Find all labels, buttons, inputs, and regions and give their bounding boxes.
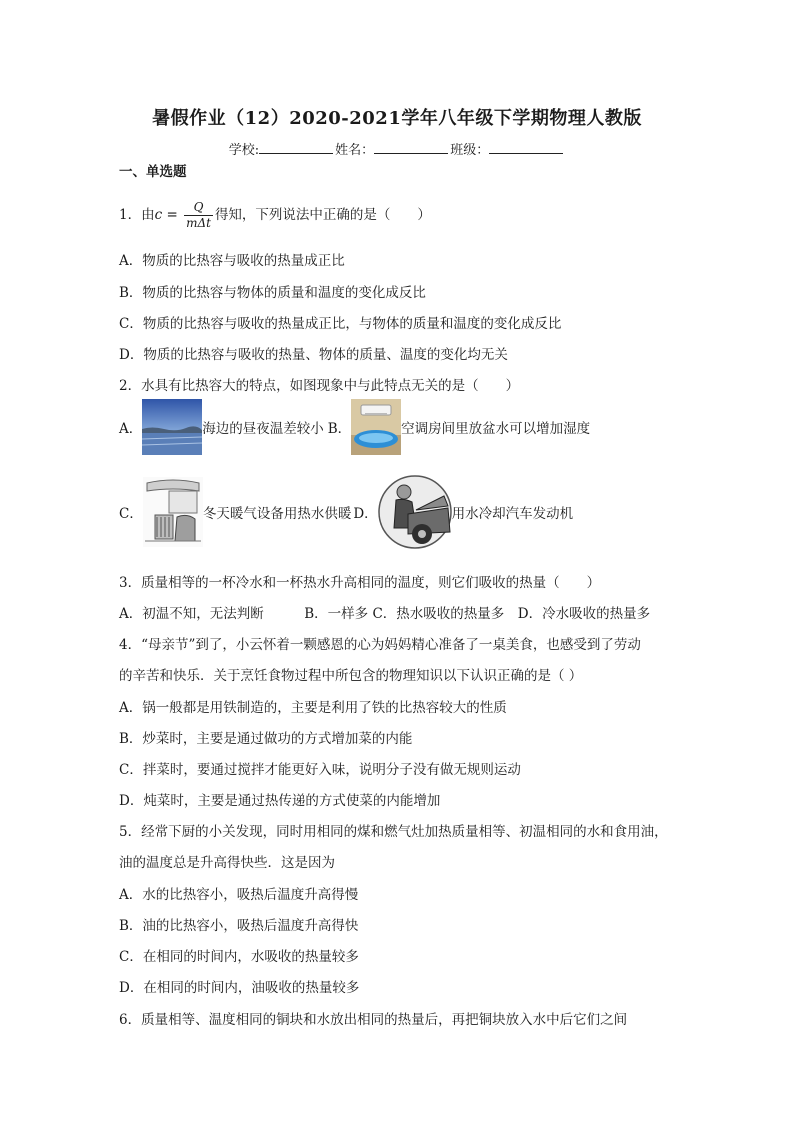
q2-b-text: 空调房间里放盆水可以增加湿度 bbox=[401, 421, 591, 437]
q4-option-d: D．炖菜时，主要是通过热传递的方式使菜的内能增加 bbox=[119, 793, 441, 809]
air-conditioner-water-basin-image bbox=[351, 399, 401, 455]
q1-suffix: 得知，下列说法中正确的是（ ） bbox=[214, 207, 431, 223]
formula-fraction bbox=[184, 200, 213, 231]
q2-a-letter: A． bbox=[119, 421, 143, 437]
q1-option-d: D．物质的比热容与吸收的热量、物体的质量、温度的变化均无关 bbox=[119, 347, 508, 363]
q2-d-letter: D． bbox=[353, 506, 378, 522]
q5-option-d: D．在相同的时间内，油吸收的热量较多 bbox=[119, 980, 360, 996]
name-blank[interactable] bbox=[374, 141, 448, 154]
q3-stem: 3．质量相等的一杯冷水和一杯热水升高相同的温度，则它们吸收的热量（ ） bbox=[119, 575, 601, 591]
school-label: 学校: bbox=[228, 143, 260, 158]
q5-stem-line2: 油的温度总是升高得快些．这是因为 bbox=[119, 855, 335, 871]
radiator-room-image bbox=[143, 477, 203, 547]
formula-lhs: c bbox=[154, 207, 163, 223]
name-label: 姓名： bbox=[335, 143, 375, 158]
q5-option-a: A．水的比热容小，吸热后温度升高得慢 bbox=[119, 887, 359, 903]
seaside-image bbox=[142, 399, 202, 455]
student-info-line bbox=[0, 139, 794, 158]
q4-option-a: A．锅一般都是用铁制造的，主要是利用了铁的比热容较大的性质 bbox=[119, 700, 507, 716]
formula-numerator: Q bbox=[184, 200, 213, 216]
q2-c-text: 冬天暖气设备用热水供暖 bbox=[202, 506, 352, 522]
q6-stem: 6．质量相等、温度相同的铜块和水放出相同的热量后，再把铜块放入水中后它们之间 bbox=[119, 1012, 628, 1028]
q2-options-ab bbox=[119, 399, 590, 455]
q4-stem-line1: 4．“母亲节”到了，小云怀着一颗感恩的心为妈妈精心准备了一桌美食，也感受到了劳动 bbox=[119, 637, 641, 653]
q2-d-text: 用水冷却汽车发动机 bbox=[451, 506, 574, 522]
q4-stem-line2: 的辛苦和快乐．关于烹饪食物过程中所包含的物理知识以下认识正确的是（ ） bbox=[119, 668, 583, 684]
class-blank[interactable] bbox=[489, 141, 563, 154]
q2-stem: 2．水具有比热容大的特点，如图现象中与此特点无关的是（ ） bbox=[119, 378, 520, 394]
q2-b-letter: B． bbox=[327, 421, 352, 437]
q4-option-c: C．拌菜时，要通过搅拌才能更好入味，说明分子没有做无规则运动 bbox=[119, 762, 521, 778]
q5-option-c: C．在相同的时间内，水吸收的热量较多 bbox=[119, 949, 359, 965]
class-label: 班级： bbox=[450, 143, 490, 158]
formula-eq: = bbox=[162, 207, 183, 223]
formula-denominator: mΔt bbox=[186, 216, 211, 230]
q1-option-a: A．物质的比热容与吸收的热量成正比 bbox=[119, 253, 345, 269]
q2-options-cd bbox=[119, 470, 573, 554]
section-title: 一、单选题 bbox=[119, 164, 187, 180]
q5-option-b: B．油的比热容小，吸热后温度升高得快 bbox=[119, 918, 359, 934]
school-blank[interactable] bbox=[259, 141, 333, 154]
q2-c-letter: C． bbox=[119, 506, 143, 522]
q1-option-c: C．物质的比热容与吸收的热量成正比，与物体的质量和温度的变化成反比 bbox=[119, 316, 562, 332]
q1-option-b: B．物质的比热容与物体的质量和温度的变化成反比 bbox=[119, 285, 426, 301]
page-title: 暑假作业（12）2020-2021学年八年级下学期物理人教版 bbox=[152, 108, 642, 129]
q1-stem bbox=[119, 200, 431, 231]
q1-prefix: 1．由 bbox=[119, 207, 155, 223]
q3-options: A．初温不知，无法判断 B．一样多 C．热水吸收的热量多 D．冷水吸收的热量多 bbox=[119, 606, 651, 622]
q2-a-text: 海边的昼夜温差较小 bbox=[202, 421, 324, 437]
car-engine-image bbox=[378, 470, 452, 554]
q4-option-b: B．炒菜时，主要是通过做功的方式增加菜的内能 bbox=[119, 731, 413, 747]
q5-stem-line1: 5．经常下厨的小关发现，同时用相同的煤和燃气灶加热质量相等、初温相同的水和食用油， bbox=[119, 824, 668, 840]
